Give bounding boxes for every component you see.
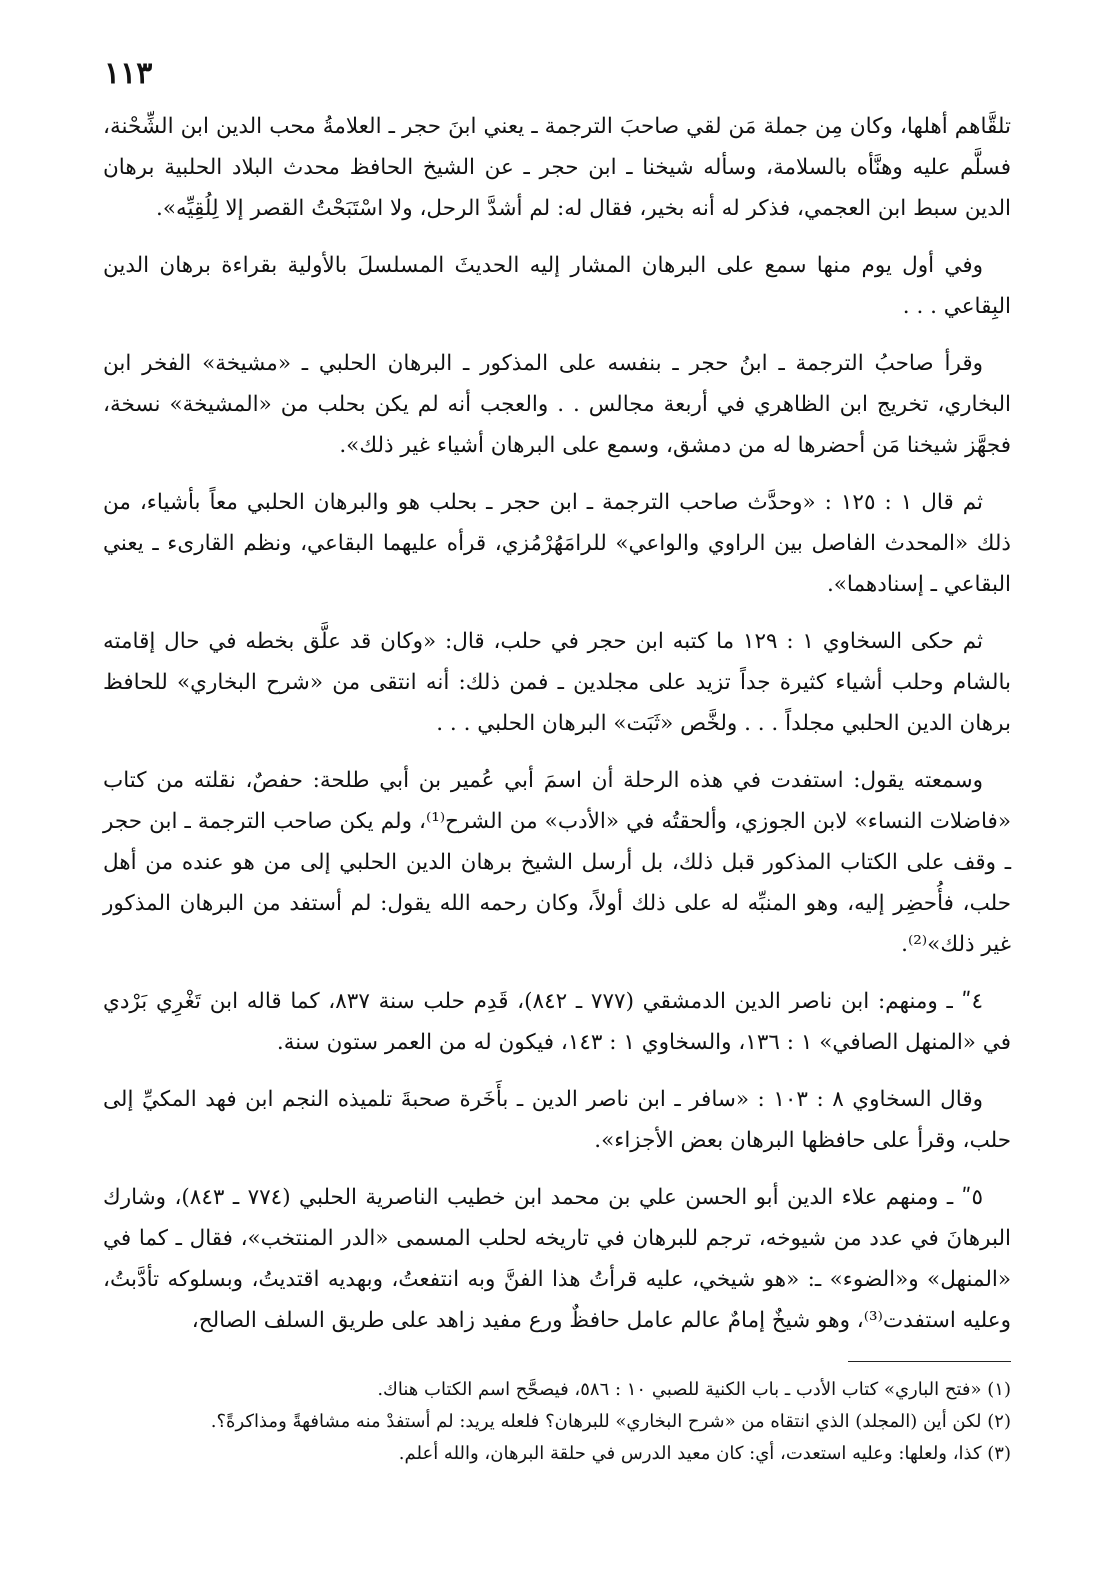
paragraph-8: وقال السخاوي ٨ : ١٠٣ : «سافر ـ ابن ناصر الدين ـ بأَخَرة صحبةَ تلميذه النجم ابن فهد المكيِّ إلى حلب، وقرأ على حافظها البرهان بعض الأجزاء».: [103, 1087, 1011, 1153]
paragraph-1: تلقَّاهم أهلها، وكان مِن جملة مَن لقي صاحبَ الترجمة ـ يعني ابنَ حجر ـ العلامةُ محب الدين ابن الشِّحْنة، فسلَّم عليه وهنَّأه بالسلامة، وسأله شيخنا ـ ابن حجر ـ عن الشيخ الحافظ محدث البلاد الحلبية برهان الدين سبط ابن العجمي، فذكر له أنه بخير، فقال له: لم أشدَّ الرحل، ولا اسْتَبَحْتُ القصر إلا لِلُقِيِّه».: [103, 114, 1011, 221]
paragraph-5: ثم حكى السخاوي ١ : ١٢٩ ما كتبه ابن حجر في حلب، قال: «وكان قد علَّق بخطه في حال إقامته بالشام وحلب أشياء كثيرة جداً تزيد على مجلدين ـ فمن ذلك: أنه انتقى من «شرح البخاري» للحافظ برهان الدين الحلبي مجلداً . . . ولخَّص «ثَبَت» البرهان الحلبي . . .: [103, 629, 1011, 736]
page-number: ١١٣: [104, 56, 153, 91]
footnotes: [103, 1374, 1011, 1470]
footnote-divider: [848, 1361, 1011, 1362]
paragraph-7: ٤ʺ ـ ومنهم: ابن ناصر الدين الدمشقي (٧٧٧ ـ ٨٤٢)، قَدِم حلب سنة ٨٣٧، كما قاله ابن تَغْرِي بَرْدي في «المنهل الصافي» ١ : ١٣٦، والسخاوي ١ : ١٤٣، فيكون له من العمر ستون سنة.: [103, 989, 1011, 1055]
paragraph-9: ٥ʺ ـ ومنهم علاء الدين أبو الحسن علي بن محمد ابن خطيب الناصرية الحلبي (٧٧٤ ـ ٨٤٣)، وشارك البرهانَ في عدد من شيوخه، ترجم للبرهان في تاريخه لحلب المسمى «الدر المنتخب»، فقال ـ كما في «المنهل» و«الضوء» ـ: «هو شيخي، عليه قرأتُ هذا الفنَّ وبه انتفعتُ، وبهديه اقتديتُ، وبسلوكه تأدَّبتُ، وعليه استفدت⁽³⁾، وهو شيخٌ إمامٌ عالم عامل حافظٌ ورع مفيد زاهد على طريق السلف الصالح،: [103, 1185, 1011, 1333]
paragraph-2: وفي أول يوم منها سمع على البرهان المشار إليه الحديثَ المسلسلَ بالأولية بقراءة برهان الدين البِقاعي . . .: [103, 253, 1011, 319]
body-text: [103, 106, 1011, 1357]
paragraph-6: وسمعته يقول: استفدت في هذه الرحلة أن اسمَ أبي عُمير بن أبي طلحة: حفصٌ، نقلته من كتاب «فاضلات النساء» لابن الجوزي، وألحقتُه في «الأدب» من الشرح⁽¹⁾، ولم يكن صاحب الترجمة ـ ابن حجر ـ وقف على الكتاب المذكور قبل ذلك، بل أرسل الشيخ برهان الدين الحلبي إلى من هو عنده من أهل حلب، فأُحضِر إليه، وهو المنبِّه له على ذلك أولاً، وكان رحمه الله يقول: لم أستفد من البرهان المذكور غير ذلك»⁽²⁾.: [103, 768, 1011, 957]
footnote-1: (١) «فتح الباري» كتاب الأدب ـ باب الكنية للصبي ١٠ : ٥٨٦، فيصحَّح اسم الكتاب هناك.: [377, 1379, 1011, 1400]
footnote-3: (٣) كذا، ولعلها: وعليه استعدت، أي: كان معيد الدرس في حلقة البرهان، والله أعلم.: [398, 1443, 1011, 1464]
paragraph-4: ثم قال ١ : ١٢٥ : «وحدَّث صاحب الترجمة ـ ابن حجر ـ بحلب هو والبرهان الحلبي معاً بأشياء، من ذلك «المحدث الفاصل بين الراوي والواعي» للرامَهُرْمُزي، قرأه عليهما البقاعي، ونظم القارىء ـ يعني البقاعي ـ إسنادهما».: [103, 490, 1011, 597]
footnote-2: (٢) لكن أين (المجلد) الذي انتقاه من «شرح البخاري» للبرهان؟ فلعله يريد: لم أستفدْ منه مشافهةً ومذاكرةً؟.: [210, 1411, 1011, 1432]
paragraph-3: وقرأ صاحبُ الترجمة ـ ابنُ حجر ـ بنفسه على المذكور ـ البرهان الحلبي ـ «مشيخة» الفخر ابن البخاري، تخريج ابن الظاهري في أربعة مجالس . . والعجب أنه لم يكن بحلب من «المشيخة» نسخة، فجهَّز شيخنا مَن أحضرها له من دمشق، وسمع على البرهان أشياء غير ذلك».: [103, 351, 1011, 458]
